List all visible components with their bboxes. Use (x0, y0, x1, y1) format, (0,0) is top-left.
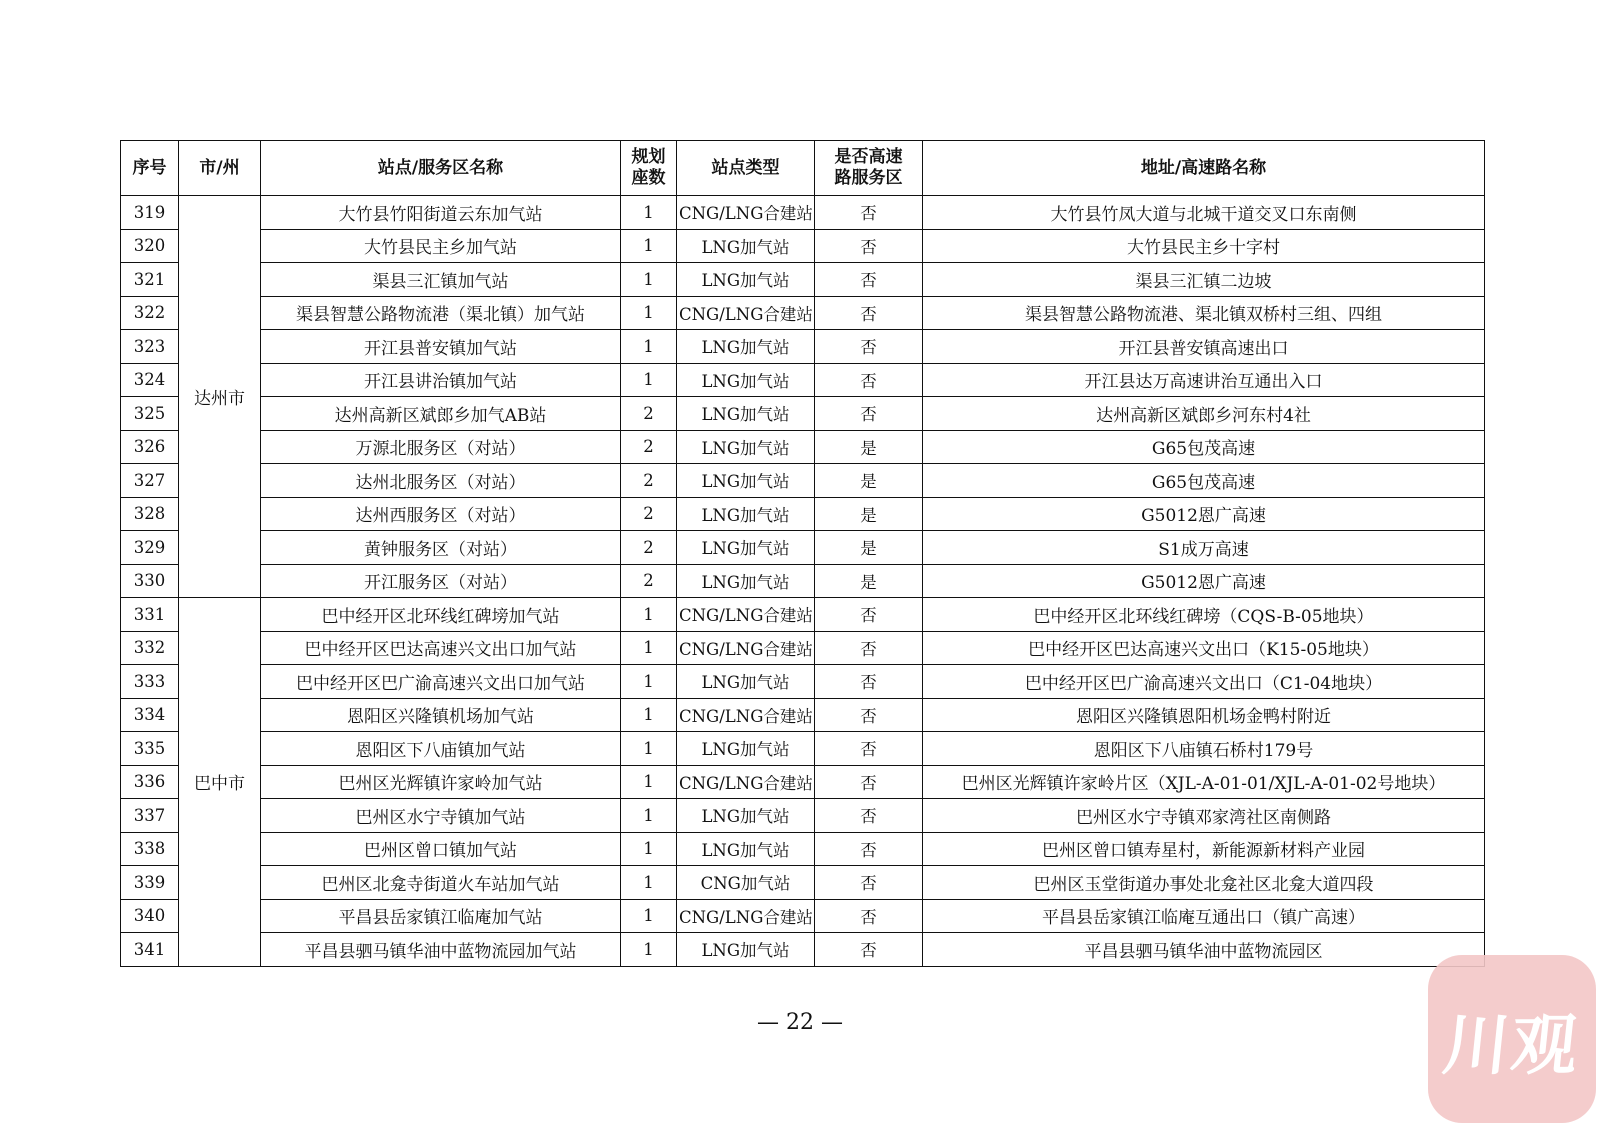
table-row (121, 698, 1485, 732)
address: 大竹县民主乡十字村 (923, 229, 1485, 263)
table-row (121, 598, 1485, 632)
station-type: LNG加气站 (677, 464, 815, 498)
station-type: LNG加气站 (677, 832, 815, 866)
station-type: CNG/LNG合建站 (677, 698, 815, 732)
table-row (121, 832, 1485, 866)
city-cell: 达州市 (179, 196, 261, 598)
row-index: 319 (121, 196, 179, 230)
station-table (120, 140, 1485, 967)
station-name: 渠县智慧公路物流港（渠北镇）加气站 (261, 296, 621, 330)
header-row (121, 141, 1485, 196)
watermark-text: 川观 (1439, 1006, 1584, 1084)
row-index: 335 (121, 732, 179, 766)
address: 渠县三汇镇二边坡 (923, 263, 1485, 297)
row-index: 341 (121, 933, 179, 967)
city-cell: 巴中市 (179, 598, 261, 967)
table-row (121, 229, 1485, 263)
station-type: LNG加气站 (677, 732, 815, 766)
address: 恩阳区兴隆镇恩阳机场金鸭村附近 (923, 698, 1485, 732)
station-name: 达州西服务区（对站） (261, 497, 621, 531)
planned-count: 2 (621, 497, 677, 531)
planned-count: 1 (621, 263, 677, 297)
station-name: 巴州区北龛寺街道火车站加气站 (261, 866, 621, 900)
planned-count: 2 (621, 564, 677, 598)
planned-count: 1 (621, 330, 677, 364)
row-index: 339 (121, 866, 179, 900)
is-highway-service: 否 (815, 866, 923, 900)
is-highway-service: 否 (815, 732, 923, 766)
planned-count: 1 (621, 598, 677, 632)
address: 大竹县竹凤大道与北城干道交叉口东南侧 (923, 196, 1485, 230)
station-type: LNG加气站 (677, 564, 815, 598)
address: G5012恩广高速 (923, 497, 1485, 531)
row-index: 338 (121, 832, 179, 866)
planned-count: 2 (621, 430, 677, 464)
station-type: CNG/LNG合建站 (677, 296, 815, 330)
table-row (121, 799, 1485, 833)
address: G5012恩广高速 (923, 564, 1485, 598)
address: 巴中经开区巴广渝高速兴文出口（C1-04地块） (923, 665, 1485, 699)
station-type: LNG加气站 (677, 933, 815, 967)
table-body (121, 196, 1485, 967)
row-index: 337 (121, 799, 179, 833)
station-name: 巴中经开区巴广渝高速兴文出口加气站 (261, 665, 621, 699)
station-name: 开江县讲治镇加气站 (261, 363, 621, 397)
station-name: 开江县普安镇加气站 (261, 330, 621, 364)
header-is-highway-service: 是否高速 路服务区 (815, 141, 923, 196)
station-name: 平昌县驷马镇华油中蓝物流园加气站 (261, 933, 621, 967)
station-name: 达州北服务区（对站） (261, 464, 621, 498)
address: 平昌县岳家镇江临庵互通出口（镇广高速） (923, 899, 1485, 933)
station-type: LNG加气站 (677, 430, 815, 464)
row-index: 321 (121, 263, 179, 297)
is-highway-service: 否 (815, 933, 923, 967)
table-row (121, 631, 1485, 665)
station-name: 达州高新区斌郎乡加气AB站 (261, 397, 621, 431)
is-highway-service: 否 (815, 698, 923, 732)
table-row (121, 330, 1485, 364)
station-name: 巴州区光辉镇许家岭加气站 (261, 765, 621, 799)
table-row (121, 497, 1485, 531)
is-highway-service: 否 (815, 765, 923, 799)
planned-count: 1 (621, 866, 677, 900)
is-highway-service: 否 (815, 229, 923, 263)
station-name: 巴中经开区北环线红碑塝加气站 (261, 598, 621, 632)
row-index: 336 (121, 765, 179, 799)
station-type: CNG加气站 (677, 866, 815, 900)
watermark-logo (1428, 955, 1596, 1123)
is-highway-service: 是 (815, 497, 923, 531)
planned-count: 1 (621, 363, 677, 397)
is-highway-service: 否 (815, 196, 923, 230)
is-highway-service: 否 (815, 665, 923, 699)
header-index: 序号 (121, 141, 179, 196)
station-name: 开江服务区（对站） (261, 564, 621, 598)
planned-count: 1 (621, 665, 677, 699)
table-row (121, 899, 1485, 933)
station-name: 渠县三汇镇加气站 (261, 263, 621, 297)
planned-count: 2 (621, 531, 677, 565)
table-row (121, 397, 1485, 431)
row-index: 334 (121, 698, 179, 732)
station-name: 大竹县竹阳街道云东加气站 (261, 196, 621, 230)
table-row (121, 464, 1485, 498)
address: 巴中经开区北环线红碑塝（CQS-B-05地块） (923, 598, 1485, 632)
station-type: LNG加气站 (677, 397, 815, 431)
station-type: LNG加气站 (677, 263, 815, 297)
table-row (121, 196, 1485, 230)
table-row (121, 296, 1485, 330)
row-index: 320 (121, 229, 179, 263)
header-station-name: 站点/服务区名称 (261, 141, 621, 196)
station-name: 平昌县岳家镇江临庵加气站 (261, 899, 621, 933)
planned-count: 2 (621, 464, 677, 498)
station-type: CNG/LNG合建站 (677, 631, 815, 665)
address: 巴州区水宁寺镇邓家湾社区南侧路 (923, 799, 1485, 833)
table-row (121, 363, 1485, 397)
planned-count: 1 (621, 698, 677, 732)
station-name: 巴州区曾口镇加气站 (261, 832, 621, 866)
address: 巴州区曾口镇寿星村，新能源新材料产业园 (923, 832, 1485, 866)
planned-count: 1 (621, 765, 677, 799)
address: 巴州区光辉镇许家岭片区（XJL-A-01-01/XJL-A-01-02号地块） (923, 765, 1485, 799)
station-type: LNG加气站 (677, 330, 815, 364)
is-highway-service: 是 (815, 430, 923, 464)
row-index: 323 (121, 330, 179, 364)
planned-count: 1 (621, 196, 677, 230)
planned-count: 2 (621, 397, 677, 431)
station-name: 巴中经开区巴达高速兴文出口加气站 (261, 631, 621, 665)
address: G65包茂高速 (923, 464, 1485, 498)
table-row (121, 531, 1485, 565)
row-index: 328 (121, 497, 179, 531)
row-index: 326 (121, 430, 179, 464)
planned-count: 1 (621, 296, 677, 330)
planned-count: 1 (621, 732, 677, 766)
station-name: 恩阳区兴隆镇机场加气站 (261, 698, 621, 732)
is-highway-service: 否 (815, 296, 923, 330)
planned-count: 1 (621, 631, 677, 665)
is-highway-service: 是 (815, 464, 923, 498)
planned-count: 1 (621, 832, 677, 866)
station-name: 大竹县民主乡加气站 (261, 229, 621, 263)
station-name: 黄钟服务区（对站） (261, 531, 621, 565)
row-index: 324 (121, 363, 179, 397)
address: 达州高新区斌郎乡河东村4社 (923, 397, 1485, 431)
table-row (121, 732, 1485, 766)
table-row (121, 765, 1485, 799)
station-type: LNG加气站 (677, 799, 815, 833)
station-type: LNG加气站 (677, 497, 815, 531)
row-index: 332 (121, 631, 179, 665)
table-row (121, 263, 1485, 297)
address: 巴中经开区巴达高速兴文出口（K15-05地块） (923, 631, 1485, 665)
address: 开江县达万高速讲治互通出入口 (923, 363, 1485, 397)
planned-count: 1 (621, 899, 677, 933)
planned-count: 1 (621, 933, 677, 967)
address: 渠县智慧公路物流港、渠北镇双桥村三组、四组 (923, 296, 1485, 330)
table-row (121, 933, 1485, 967)
is-highway-service: 否 (815, 799, 923, 833)
row-index: 327 (121, 464, 179, 498)
table-row (121, 564, 1485, 598)
station-type: LNG加气站 (677, 229, 815, 263)
address: S1成万高速 (923, 531, 1485, 565)
table-row (121, 430, 1485, 464)
planned-count: 1 (621, 799, 677, 833)
station-type: LNG加气站 (677, 665, 815, 699)
row-index: 340 (121, 899, 179, 933)
header-planned-count: 规划 座数 (621, 141, 677, 196)
is-highway-service: 否 (815, 397, 923, 431)
row-index: 333 (121, 665, 179, 699)
table-row (121, 866, 1485, 900)
station-type: LNG加气站 (677, 531, 815, 565)
is-highway-service: 是 (815, 531, 923, 565)
page-number: — 22 — (757, 1010, 843, 1035)
header-address: 地址/高速路名称 (923, 141, 1485, 196)
station-name: 巴州区水宁寺镇加气站 (261, 799, 621, 833)
station-type: CNG/LNG合建站 (677, 765, 815, 799)
station-type: LNG加气站 (677, 363, 815, 397)
header-station-type: 站点类型 (677, 141, 815, 196)
header-city: 市/州 (179, 141, 261, 196)
row-index: 329 (121, 531, 179, 565)
row-index: 331 (121, 598, 179, 632)
is-highway-service: 否 (815, 598, 923, 632)
address: 恩阳区下八庙镇石桥村179号 (923, 732, 1485, 766)
row-index: 330 (121, 564, 179, 598)
station-type: CNG/LNG合建站 (677, 598, 815, 632)
address: 巴州区玉堂街道办事处北龛社区北龛大道四段 (923, 866, 1485, 900)
station-type: CNG/LNG合建站 (677, 196, 815, 230)
table-row (121, 665, 1485, 699)
station-name: 恩阳区下八庙镇加气站 (261, 732, 621, 766)
is-highway-service: 否 (815, 832, 923, 866)
station-type: CNG/LNG合建站 (677, 899, 815, 933)
address: 平昌县驷马镇华油中蓝物流园区 (923, 933, 1485, 967)
planned-count: 1 (621, 229, 677, 263)
is-highway-service: 否 (815, 899, 923, 933)
is-highway-service: 否 (815, 631, 923, 665)
is-highway-service: 是 (815, 564, 923, 598)
is-highway-service: 否 (815, 263, 923, 297)
is-highway-service: 否 (815, 363, 923, 397)
row-index: 325 (121, 397, 179, 431)
row-index: 322 (121, 296, 179, 330)
is-highway-service: 否 (815, 330, 923, 364)
station-name: 万源北服务区（对站） (261, 430, 621, 464)
address: G65包茂高速 (923, 430, 1485, 464)
address: 开江县普安镇高速出口 (923, 330, 1485, 364)
